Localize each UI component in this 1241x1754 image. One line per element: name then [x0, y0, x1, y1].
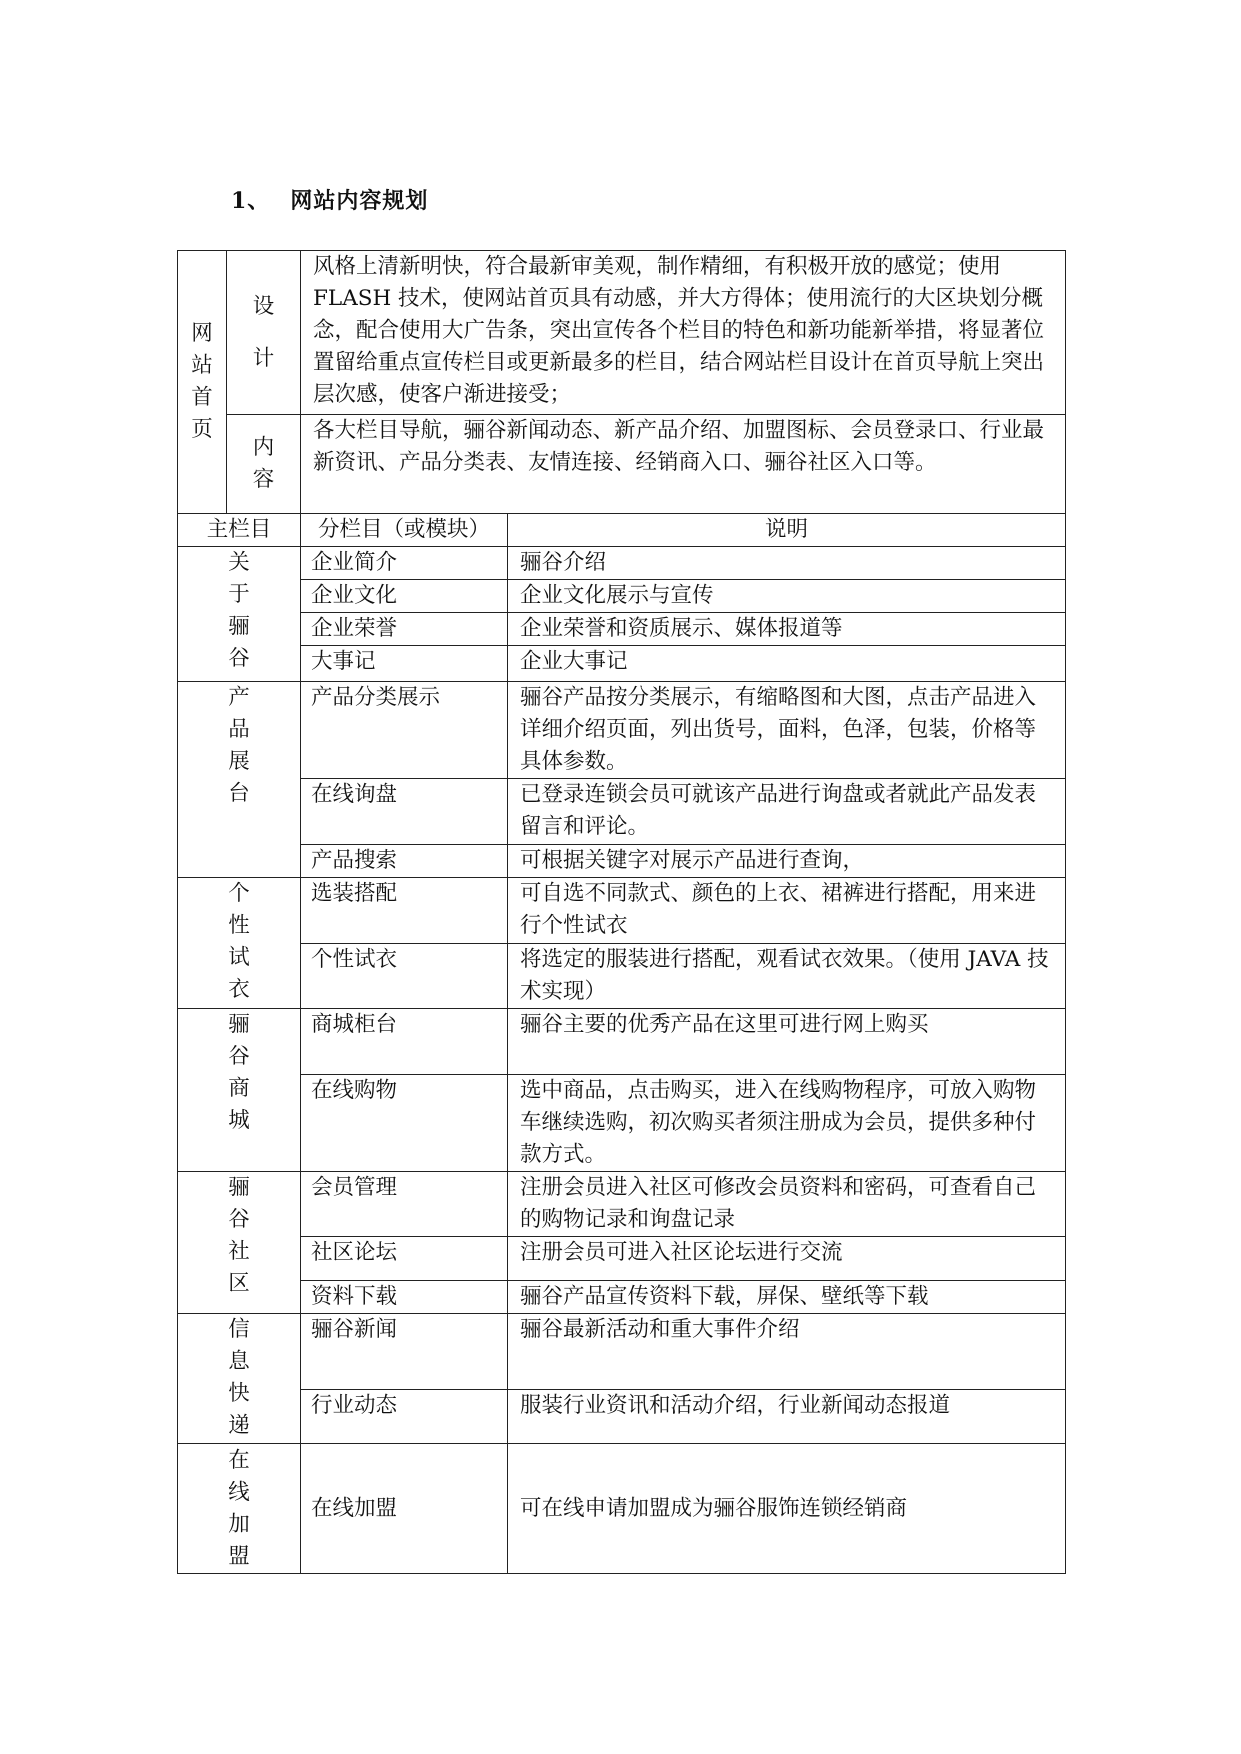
content-label: 内 容: [227, 415, 301, 514]
main-column-cell: 在 线 加 盟: [178, 1444, 301, 1574]
section-heading: [231, 184, 428, 215]
sub-column-cell: 大事记: [301, 646, 508, 682]
table-row: [178, 944, 1066, 1009]
design-label: 设 计: [227, 251, 301, 415]
homepage-label: 网 站 首 页: [178, 251, 227, 514]
sub-column-cell: 骊谷新闻: [301, 1314, 508, 1390]
sub-column-cell: 社区论坛: [301, 1237, 508, 1281]
description-cell: 企业大事记: [508, 646, 1066, 682]
sub-column-cell: 企业荣誉: [301, 613, 508, 646]
description-cell: 注册会员可进入社区论坛进行交流: [508, 1237, 1066, 1281]
homepage-content-row: [178, 415, 1066, 514]
content-text: 各大栏目导航，骊谷新闻动态、新产品介绍、加盟图标、会员登录口、行业最新资讯、产品分类表、友情连接、经销商入口、骊谷社区入口等。: [301, 415, 1066, 514]
column-header-row: [178, 514, 1066, 547]
description-cell: 骊谷主要的优秀产品在这里可进行网上购买: [508, 1009, 1066, 1075]
heading-title: 网站内容规划: [290, 188, 429, 214]
table-row: [178, 1237, 1066, 1281]
description-cell: 骊谷介绍: [508, 547, 1066, 580]
table-row: [178, 1444, 1066, 1574]
sub-column-cell: 在线加盟: [301, 1444, 508, 1574]
sub-column-cell: 企业文化: [301, 580, 508, 613]
sub-column-cell: 商城柜台: [301, 1009, 508, 1075]
table-row: [178, 779, 1066, 845]
table-row: [178, 1075, 1066, 1172]
table-row: [178, 878, 1066, 944]
table-row: [178, 646, 1066, 682]
table-row: [178, 1390, 1066, 1444]
description-cell: 服装行业资讯和活动介绍，行业新闻动态报道: [508, 1390, 1066, 1444]
sub-column-cell: 在线购物: [301, 1075, 508, 1172]
description-cell: 注册会员进入社区可修改会员资料和密码，可查看自己的购物记录和询盘记录: [508, 1172, 1066, 1237]
description-cell: 企业文化展示与宣传: [508, 580, 1066, 613]
sub-column-cell: 个性试衣: [301, 944, 508, 1009]
table-row: [178, 682, 1066, 779]
description-cell: 企业荣誉和资质展示、媒体报道等: [508, 613, 1066, 646]
main-column-cell: 信 息 快 递: [178, 1314, 301, 1444]
description-cell: 骊谷产品按分类展示，有缩略图和大图，点击产品进入详细介绍页面，列出货号，面料，色泽，包装，价格等具体参数。: [508, 682, 1066, 779]
sub-column-cell: 在线询盘: [301, 779, 508, 845]
main-column-cell: 骊 谷 商 城: [178, 1009, 301, 1172]
description-cell: 选中商品，点击购买，进入在线购物程序，可放入购物车继续选购，初次购买者须注册成为会员，提供多种付款方式。: [508, 1075, 1066, 1172]
sub-column-cell: 会员管理: [301, 1172, 508, 1237]
table-row: [178, 613, 1066, 646]
header-description: 说明: [508, 514, 1066, 547]
sub-column-cell: 行业动态: [301, 1390, 508, 1444]
main-column-cell: 个 性 试 衣: [178, 878, 301, 1009]
table-row: [178, 1314, 1066, 1390]
table-row: [178, 547, 1066, 580]
main-column-cell: 骊 谷 社 区: [178, 1172, 301, 1314]
table-row: [178, 1172, 1066, 1237]
main-column-cell: 产 品 展 台: [178, 682, 301, 878]
description-cell: 骊谷最新活动和重大事件介绍: [508, 1314, 1066, 1390]
table-row: [178, 580, 1066, 613]
description-cell: 可自选不同款式、颜色的上衣、裙裤进行搭配，用来进行个性试衣: [508, 878, 1066, 944]
header-sub-column: 分栏目（或模块）: [301, 514, 508, 547]
main-column-cell: 关 于 骊 谷: [178, 547, 301, 682]
heading-number: 1、: [231, 188, 271, 214]
table-row: [178, 1281, 1066, 1314]
homepage-design-row: [178, 251, 1066, 415]
content-plan-table: [177, 250, 1066, 1574]
sub-column-cell: 企业简介: [301, 547, 508, 580]
sub-column-cell: 选装搭配: [301, 878, 508, 944]
sub-column-cell: 产品搜索: [301, 845, 508, 878]
description-cell: 将选定的服装进行搭配，观看试衣效果。（使用 JAVA 技术实现）: [508, 944, 1066, 1009]
sub-column-cell: 资料下载: [301, 1281, 508, 1314]
table-row: [178, 1009, 1066, 1075]
description-cell: 可根据关键字对展示产品进行查询，: [508, 845, 1066, 878]
design-text: 风格上清新明快，符合最新审美观，制作精细，有积极开放的感觉；使用 FLASH 技术，使网站首页具有动感，并大方得体；使用流行的大区块划分概念，配合使用大广告条，突出宣传各个栏目的特色和新功能新举措，将显著位置留给重点宣传栏目或更新最多的栏目，结合网站栏目设计在首页导航上突出层次感，使客户渐进接受；: [301, 251, 1066, 415]
table-row: [178, 845, 1066, 878]
header-main-column: 主栏目: [178, 514, 301, 547]
description-cell: 可在线申请加盟成为骊谷服饰连锁经销商: [508, 1444, 1066, 1574]
description-cell: 已登录连锁会员可就该产品进行询盘或者就此产品发表留言和评论。: [508, 779, 1066, 845]
description-cell: 骊谷产品宣传资料下载，屏保、壁纸等下载: [508, 1281, 1066, 1314]
sub-column-cell: 产品分类展示: [301, 682, 508, 779]
